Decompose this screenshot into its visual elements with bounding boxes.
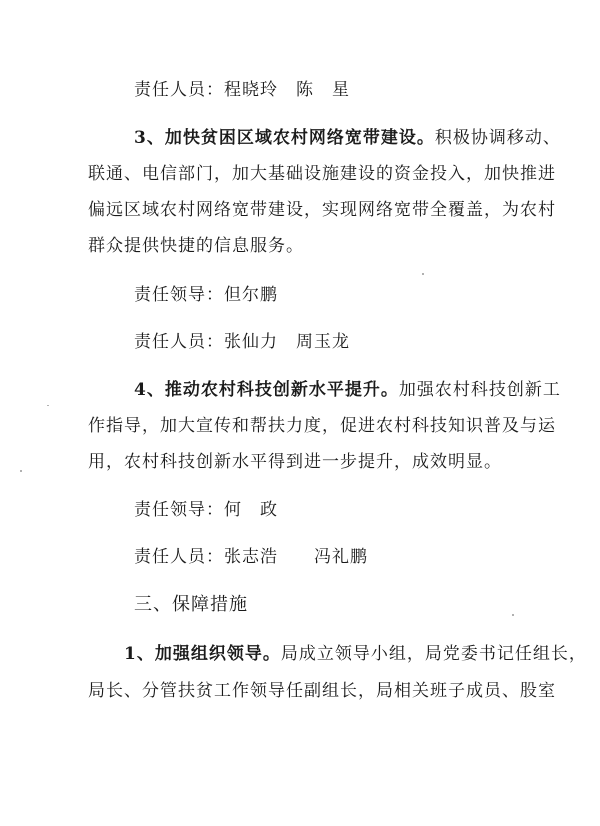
item4-title: 4、推动农村科技创新水平提升。 [134,380,399,400]
item3-persons: 责任人员：张仙力 周玉龙 [134,332,350,352]
scan-speck [47,405,49,406]
item4-line1-rest: 加强农村科技创新工 [398,380,561,400]
section3-heading: 三、保障措施 [134,594,248,615]
item4-persons: 责任人员：张志浩 冯礼鹏 [134,547,368,567]
item4-line2: 作指导，加大宣传和帮扶力度，促进农村科技知识普及与运 [88,416,556,436]
item3-leader: 责任领导：但尔鹏 [134,285,278,305]
scan-speck [20,470,22,472]
section3-item1-first-line [124,643,587,665]
section3-item1-line1-rest: 局成立领导小组，局党委书记任组长， [280,644,587,664]
responsible-persons-1: 责任人员：程晓玲 陈 星 [134,80,350,100]
item3-title: 3、加快贫困区域农村网络宽带建设。 [134,128,435,148]
item4-line3: 用，农村科技创新水平得到进一步提升，成效明显。 [88,452,502,472]
item4-leader: 责任领导：何 政 [134,500,278,520]
item3-line4: 群众提供快捷的信息服务。 [88,236,304,256]
item3-first-line [134,127,561,149]
scan-speck [422,273,424,275]
section3-item1-line2: 局长、分管扶贫工作领导任副组长，局相关班子成员、股室 [88,681,556,701]
item3-line3: 偏远区域农村网络宽带建设，实现网络宽带全覆盖，为农村 [88,200,556,220]
section3-item1-title: 1、加强组织领导。 [124,644,281,664]
item3-line1-rest: 积极协调移动、 [434,128,561,148]
item4-first-line [134,379,561,401]
item3-line2: 联通、电信部门，加大基础设施建设的资金投入，加快推进 [88,164,556,184]
scan-speck [512,614,514,616]
